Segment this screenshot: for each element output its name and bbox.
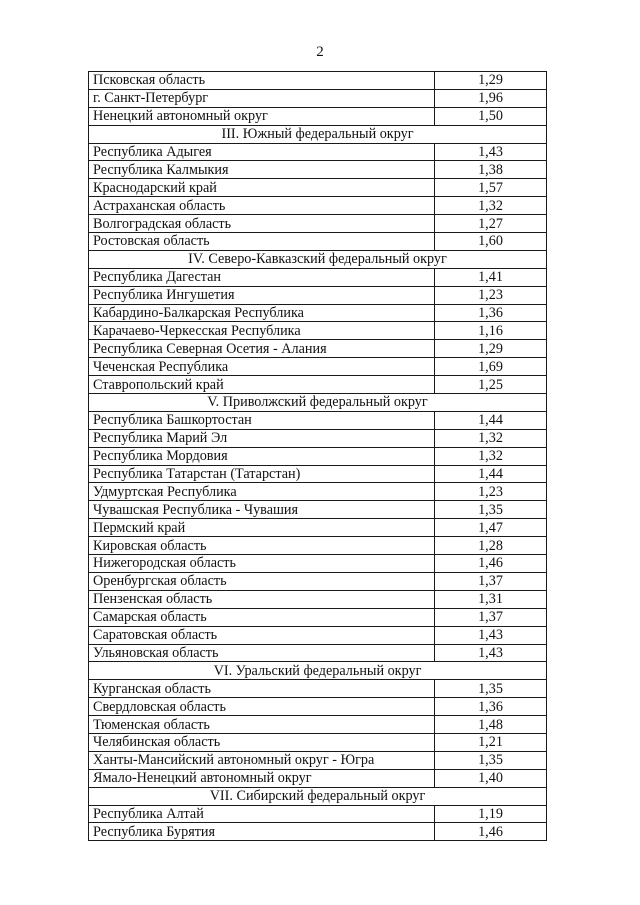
region-name: Республика Мордовия (89, 447, 435, 465)
region-name: Нижегородская область (89, 555, 435, 573)
coefficient-value: 1,23 (435, 286, 547, 304)
region-name: Республика Калмыкия (89, 161, 435, 179)
section-header-row (89, 250, 547, 268)
region-name: Свердловская область (89, 698, 435, 716)
coefficient-value: 1,44 (435, 465, 547, 483)
table-row (89, 358, 547, 376)
region-name: Тюменская область (89, 716, 435, 734)
coefficient-value: 1,29 (435, 72, 547, 90)
region-name: Астраханская область (89, 197, 435, 215)
section-header-row (89, 125, 547, 143)
region-name: Самарская область (89, 608, 435, 626)
region-name: Республика Башкортостан (89, 411, 435, 429)
coefficient-value: 1,36 (435, 304, 547, 322)
region-name: Республика Дагестан (89, 268, 435, 286)
table-row (89, 107, 547, 125)
region-name: Республика Адыгея (89, 143, 435, 161)
table-row (89, 340, 547, 358)
federal-district-title: V. Приволжский федеральный округ (89, 394, 547, 412)
coefficient-value: 1,35 (435, 751, 547, 769)
region-name: Саратовская область (89, 626, 435, 644)
federal-district-title: IV. Северо-Кавказский федеральный округ (89, 250, 547, 268)
coefficient-value: 1,48 (435, 716, 547, 734)
region-name: Ханты-Мансийский автономный округ - Югра (89, 751, 435, 769)
region-name: Республика Алтай (89, 805, 435, 823)
table-row (89, 89, 547, 107)
coefficient-value: 1,35 (435, 501, 547, 519)
region-name: Оренбургская область (89, 572, 435, 590)
table-row (89, 376, 547, 394)
region-name: Ростовская область (89, 233, 435, 251)
table-row (89, 465, 547, 483)
coefficient-value: 1,19 (435, 805, 547, 823)
table-row (89, 555, 547, 573)
table-row (89, 286, 547, 304)
coefficient-value: 1,21 (435, 733, 547, 751)
region-name: Ненецкий автономный округ (89, 107, 435, 125)
table-row (89, 823, 547, 841)
coefficient-value: 1,38 (435, 161, 547, 179)
federal-district-title: III. Южный федеральный округ (89, 125, 547, 143)
coefficient-value: 1,46 (435, 823, 547, 841)
coefficient-value: 1,23 (435, 483, 547, 501)
region-name: Ульяновская область (89, 644, 435, 662)
region-name: Ямало-Ненецкий автономный округ (89, 769, 435, 787)
table-row (89, 304, 547, 322)
region-name: Карачаево-Черкесская Республика (89, 322, 435, 340)
section-header-row (89, 662, 547, 680)
table-row (89, 268, 547, 286)
region-name: Челябинская область (89, 733, 435, 751)
region-name: г. Санкт-Петербург (89, 89, 435, 107)
coefficient-value: 1,44 (435, 411, 547, 429)
table-row (89, 411, 547, 429)
table-row (89, 769, 547, 787)
coefficient-value: 1,32 (435, 447, 547, 465)
coefficient-value: 1,47 (435, 519, 547, 537)
coefficient-value: 1,29 (435, 340, 547, 358)
table-row (89, 72, 547, 90)
page-number: 2 (316, 44, 324, 60)
region-name: Псковская область (89, 72, 435, 90)
federal-district-title: VII. Сибирский федеральный округ (89, 787, 547, 805)
region-name: Республика Марий Эл (89, 429, 435, 447)
table-row (89, 733, 547, 751)
table-row (89, 501, 547, 519)
coefficient-value: 1,43 (435, 626, 547, 644)
table-row (89, 233, 547, 251)
coefficient-value: 1,32 (435, 429, 547, 447)
coefficient-value: 1,96 (435, 89, 547, 107)
table-row (89, 751, 547, 769)
table-row (89, 161, 547, 179)
table-row (89, 590, 547, 608)
coefficient-value: 1,60 (435, 233, 547, 251)
table-row (89, 680, 547, 698)
table-row (89, 698, 547, 716)
region-name: Республика Бурятия (89, 823, 435, 841)
region-name: Чувашская Республика - Чувашия (89, 501, 435, 519)
table-row (89, 429, 547, 447)
table-row (89, 179, 547, 197)
table-row (89, 626, 547, 644)
coefficient-value: 1,43 (435, 644, 547, 662)
table-row (89, 215, 547, 233)
table-body (89, 72, 547, 841)
coefficient-value: 1,28 (435, 537, 547, 555)
region-name: Республика Ингушетия (89, 286, 435, 304)
coefficient-value: 1,31 (435, 590, 547, 608)
table-row (89, 572, 547, 590)
table-row (89, 483, 547, 501)
coefficient-value: 1,37 (435, 608, 547, 626)
coefficient-value: 1,35 (435, 680, 547, 698)
coefficient-value: 1,32 (435, 197, 547, 215)
region-name: Краснодарский край (89, 179, 435, 197)
coefficient-value: 1,46 (435, 555, 547, 573)
region-name: Удмуртская Республика (89, 483, 435, 501)
region-name: Пермский край (89, 519, 435, 537)
region-name: Волгоградская область (89, 215, 435, 233)
table-row (89, 197, 547, 215)
coefficient-value: 1,25 (435, 376, 547, 394)
section-header-row (89, 394, 547, 412)
region-name: Республика Северная Осетия - Алания (89, 340, 435, 358)
region-name: Республика Татарстан (Татарстан) (89, 465, 435, 483)
table-row (89, 805, 547, 823)
table-row (89, 716, 547, 734)
table-row (89, 537, 547, 555)
coefficient-value: 1,50 (435, 107, 547, 125)
coefficient-value: 1,37 (435, 572, 547, 590)
coefficient-value: 1,36 (435, 698, 547, 716)
federal-district-title: VI. Уральский федеральный округ (89, 662, 547, 680)
region-name: Ставропольский край (89, 376, 435, 394)
section-header-row (89, 787, 547, 805)
table-row (89, 143, 547, 161)
table-row (89, 519, 547, 537)
table-row (89, 322, 547, 340)
table-row (89, 447, 547, 465)
region-name: Кабардино-Балкарская Республика (89, 304, 435, 322)
coefficient-value: 1,43 (435, 143, 547, 161)
region-name: Пензенская область (89, 590, 435, 608)
region-name: Курганская область (89, 680, 435, 698)
coefficient-value: 1,16 (435, 322, 547, 340)
coefficient-value: 1,40 (435, 769, 547, 787)
table-row (89, 608, 547, 626)
coefficient-value: 1,69 (435, 358, 547, 376)
region-name: Чеченская Республика (89, 358, 435, 376)
regional-coefficient-table (88, 71, 547, 841)
table-row (89, 644, 547, 662)
coefficient-value: 1,27 (435, 215, 547, 233)
coefficient-value: 1,57 (435, 179, 547, 197)
region-name: Кировская область (89, 537, 435, 555)
coefficient-value: 1,41 (435, 268, 547, 286)
